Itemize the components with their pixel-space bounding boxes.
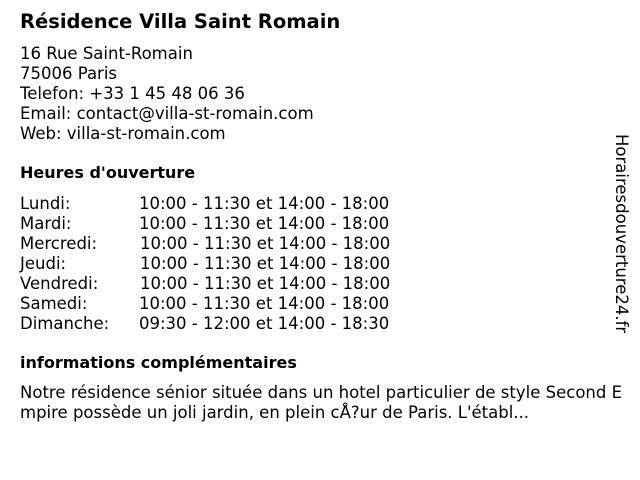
- time-range: 10:00 - 11:30 et 14:00 - 18:00: [139, 194, 390, 213]
- day-label: Samedi:: [20, 294, 88, 313]
- day-label: Dimanche:: [20, 314, 110, 333]
- address-street: 16 Rue Saint-Romain: [20, 44, 193, 63]
- info-heading: informations complémentaires: [20, 353, 297, 372]
- time-range: 10:00 - 11:30 et 14:00 - 18:00: [140, 274, 391, 293]
- time-range: 10:00 - 11:30 et 14:00 - 18:00: [140, 254, 391, 273]
- day-label: Lundi:: [20, 194, 71, 213]
- time-range: 10:00 - 11:30 et 14:00 - 18:00: [139, 294, 390, 313]
- day-label: Vendredi:: [20, 274, 99, 293]
- info-description: Notre résidence sénior située dans un hotel particulier de style Second Empire possède un joli jardin, en plein cÅ?ur de Paris. L'établ...: [20, 383, 623, 422]
- day-label: Jeudi:: [20, 254, 67, 273]
- time-range: 09:30 - 12:00 et 14:00 - 18:30: [139, 314, 390, 333]
- phone-line: Telefon: +33 1 45 48 06 36: [20, 84, 245, 103]
- site-watermark: Horairesdouverture24.fr: [612, 134, 631, 334]
- time-range: 10:00 - 11:30 et 14:00 - 18:00: [139, 214, 390, 233]
- hours-heading: Heures d'ouverture: [20, 163, 196, 182]
- time-range: 10:00 - 11:30 et 14:00 - 18:00: [140, 234, 391, 253]
- day-label: Mardi:: [20, 214, 72, 233]
- address-city: 75006 Paris: [20, 64, 118, 83]
- day-label: Mercredi:: [20, 234, 98, 253]
- page-title: Résidence Villa Saint Romain: [20, 10, 341, 33]
- web-line: Web: villa-st-romain.com: [20, 124, 226, 143]
- contact-block: [20, 44, 314, 144]
- email-line: Email: contact@villa-st-romain.com: [20, 104, 314, 123]
